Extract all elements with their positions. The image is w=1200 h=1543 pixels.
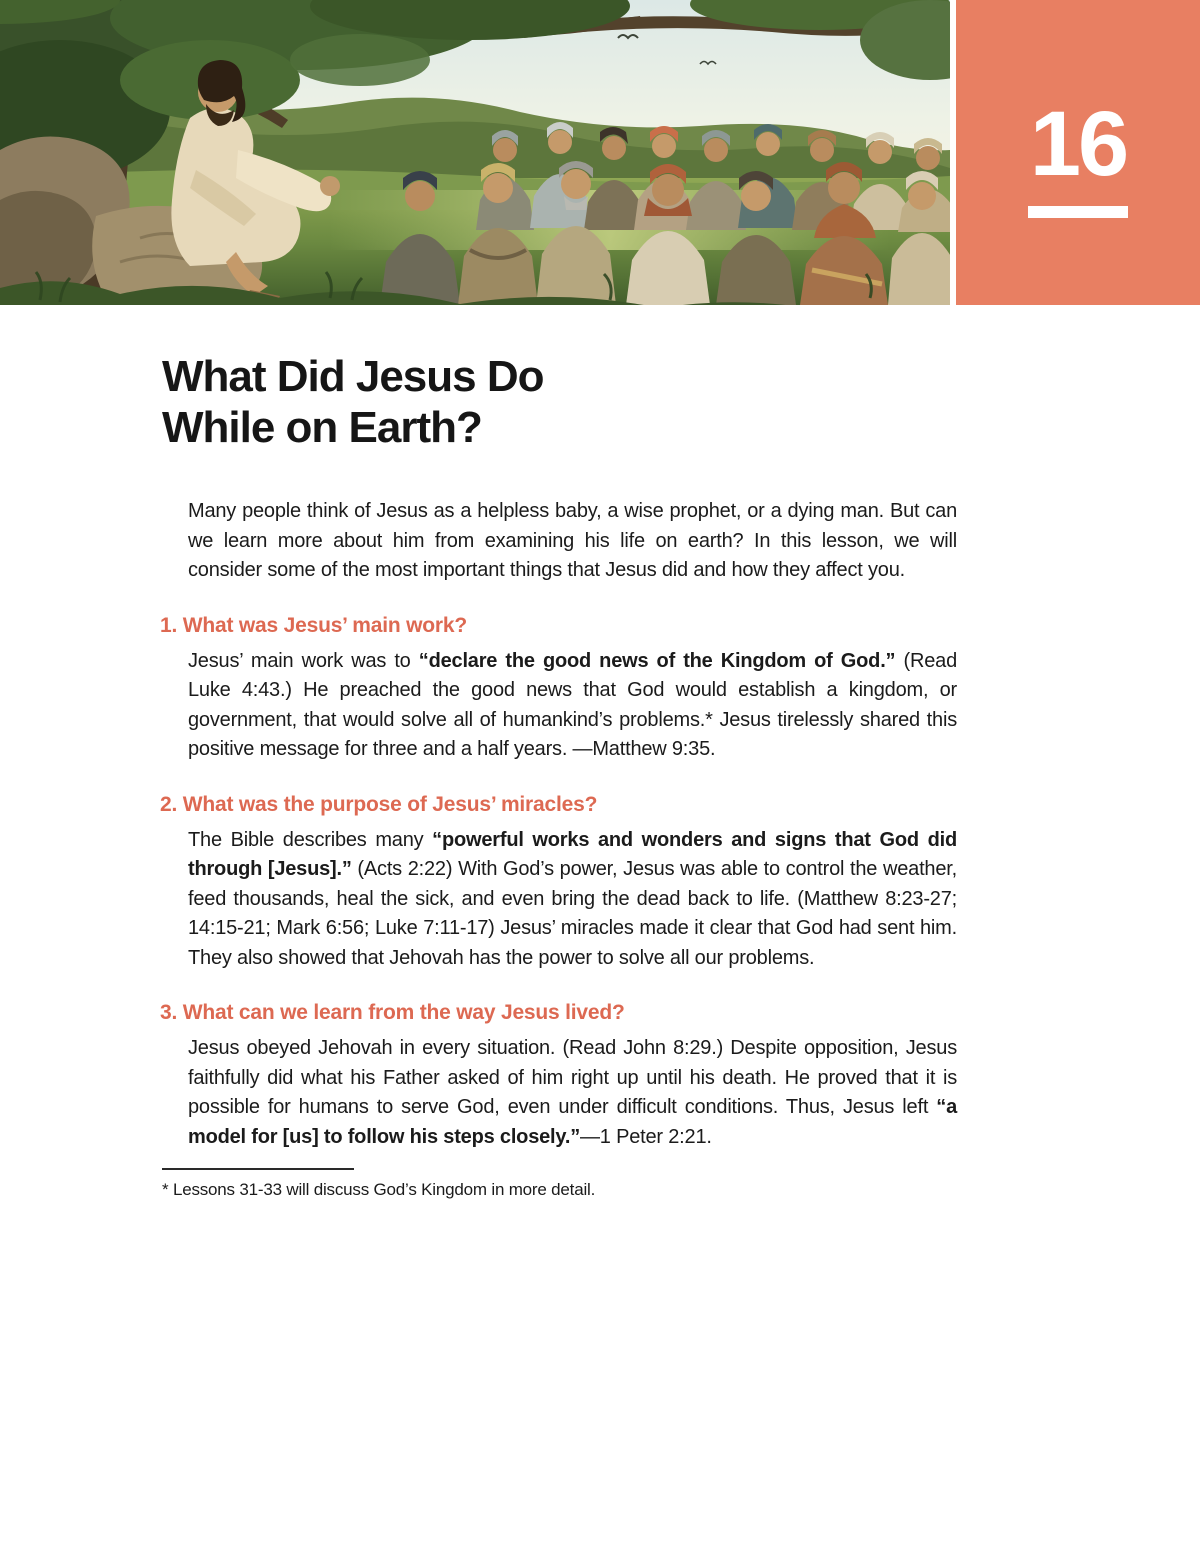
paragraph-text: Jesus’ main work was to bbox=[188, 649, 419, 672]
lesson-content bbox=[0, 351, 1200, 1201]
scripture-quote-bold: “a model for [us] to follow his steps closely.” bbox=[188, 1096, 957, 1148]
scripture-quote-bold: “declare the good news of the Kingdom of God.” bbox=[418, 649, 896, 672]
paragraph-text: —1 Peter 2:21. bbox=[580, 1125, 712, 1148]
page-title bbox=[162, 351, 957, 453]
question-heading: 3. What can we learn from the way Jesus lived? bbox=[160, 1001, 625, 1025]
header-photo bbox=[0, 0, 950, 305]
paragraph-text: (Read Luke 4:43.) He preached the good news that God would establish a kingdom, or government, that would solve all of humankind’s problems.* Jesus tirelessly shared this positive message for three and a half years. —Matthew 9:35. bbox=[188, 649, 957, 761]
lesson-number: 16 bbox=[1029, 92, 1127, 195]
paragraph-text: The Bible describes many bbox=[188, 828, 433, 851]
sections bbox=[160, 613, 957, 1153]
footnote-rule bbox=[162, 1168, 354, 1170]
scripture-quote-bold: “powerful works and wonders and signs that God did through [Jesus].” bbox=[188, 828, 957, 881]
lesson-number-badge bbox=[956, 0, 1200, 305]
title-line-1: What Did Jesus Do bbox=[162, 352, 544, 401]
question-heading: 1. What was Jesus’ main work? bbox=[160, 613, 467, 637]
answer-paragraph bbox=[188, 1034, 957, 1152]
answer-paragraph bbox=[188, 647, 957, 765]
title-line-2: While on Earth? bbox=[162, 403, 482, 453]
jesus-teaching-crowd-illustration bbox=[0, 0, 950, 305]
badge-underline bbox=[1028, 206, 1128, 218]
footnote-text: * Lessons 31-33 will discuss God’s Kingdom in more detail. bbox=[162, 1180, 596, 1200]
paragraph-text: Jesus obeyed Jehovah in every situation. (Read John 8:29.) Despite opposition, Jesus faithfully did what his Father asked of him right up until his death. He proved that it is possible for humans to serve God, even under difficult conditions. Thus, Jesus left bbox=[188, 1037, 957, 1119]
intro-paragraph: Many people think of Jesus as a helpless baby, a wise prophet, or a dying man. But can we learn more about him from examining his life on earth? In this lesson, we will consider some of the most important things that Jesus did and how they affect you. bbox=[188, 500, 957, 582]
paragraph-text: (Acts 2:22) With God’s power, Jesus was able to control the weather, feed thousands, heal the sick, and even bring the dead back to life. (Matthew 8:23-27; 14:15-21; Mark 6:56; Luke 7:11-17) Jesus’ miracles made it clear that God had sent him. They also showed that Jehovah has the power to solve all our problems. bbox=[188, 858, 957, 969]
answer-paragraph bbox=[188, 826, 957, 974]
question-heading: 2. What was the purpose of Jesus’ miracles? bbox=[160, 792, 598, 816]
page-header bbox=[0, 0, 1200, 305]
